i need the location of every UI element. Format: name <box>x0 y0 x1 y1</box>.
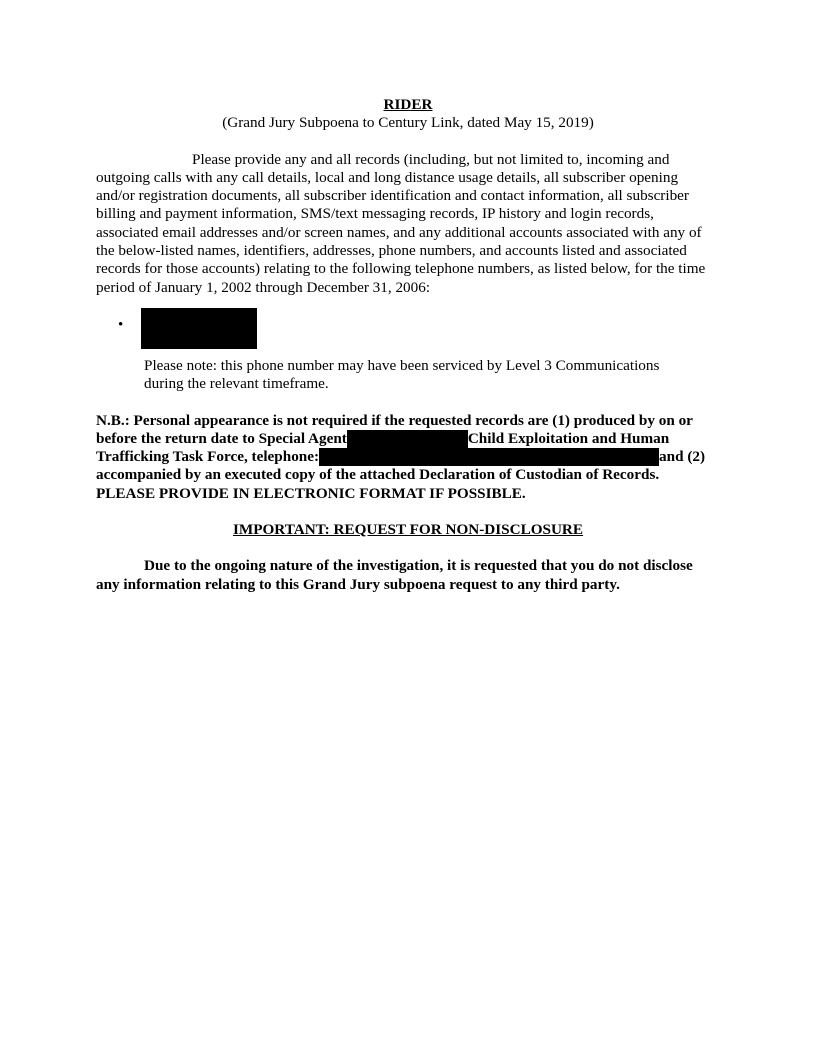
phone-bullet-item <box>96 308 720 349</box>
nb-text-part-3: and (2) accompanied by an executed copy of the attached Declaration of Custodian of Records. PLEASE PROVIDE IN ELECTRONIC FORMAT IF POSSIBLE. <box>96 448 706 502</box>
nb-text-part-2: Child Exploitation and Human Trafficking Task Force, telephone: <box>96 429 670 466</box>
request-text: Please provide any and all records (including, but not limited to, incoming and outgoing calls with any call details, local and long distance usage details, all subscriber opening and/or registration documents, all subscriber identification and contact information, all subscriber billing and payment information, SMS/text messaging records, IP history and login records, associated email addresses and/or screen names, and any additional accounts associated with any of the below-listed names, identifiers, addresses, phone numbers, and accounts listed and associated records for those accounts) relating to the following telephone numbers, as listed below, for the time period of January 1, 2002 through December 31, 2006: <box>96 150 706 296</box>
document-page <box>96 96 720 594</box>
non-disclosure-text: Due to the ongoing nature of the investigation, it is requested that you do not disclose any information relating to this Grand Jury subpoena request to any third party. <box>96 557 693 593</box>
non-disclosure-paragraph <box>96 557 720 594</box>
redacted-agent-name <box>347 430 468 448</box>
phone-note-line-1: Please note: this phone number may have been serviced by Level 3 Communications <box>144 356 660 374</box>
nb-text-part-1: N.B.: Personal appearance is not required if the requested records are (1) produced by on or before the return date to Special Agent <box>96 411 693 447</box>
phone-note <box>144 357 720 394</box>
document-subtitle: (Grand Jury Subpoena to Century Link, dated May 15, 2019) <box>222 114 594 132</box>
request-paragraph <box>96 151 720 297</box>
bullet-icon: • <box>118 316 124 333</box>
non-disclosure-heading: IMPORTANT: REQUEST FOR NON-DISCLOSURE <box>232 521 584 539</box>
phone-note-line-2: during the relevant timeframe. <box>144 375 329 393</box>
document-title: RIDER <box>383 96 433 113</box>
redacted-telephone <box>319 448 659 466</box>
nb-paragraph <box>96 412 720 503</box>
redacted-phone-number <box>141 308 257 349</box>
